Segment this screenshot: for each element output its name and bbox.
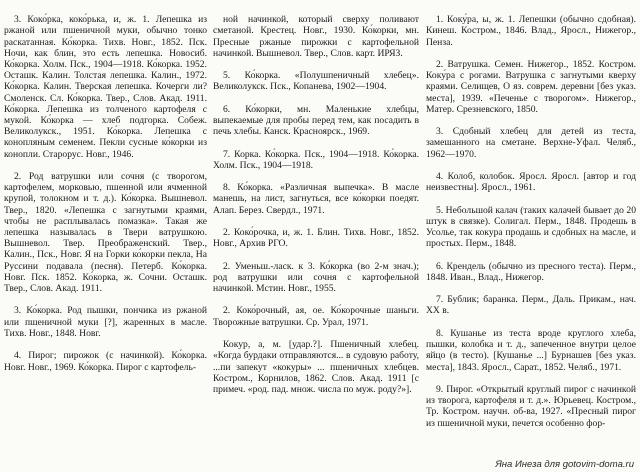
watermark: Яна Инеза для gotovim-doma.ru <box>495 459 634 470</box>
entry-paragraph: 1. Коку́ра, ы, ж. 1. Лепешки (обычно сдобная). Кинеш. Костром., 1846. Влад., Яросл., Нижегор., Пенза. <box>426 14 636 48</box>
entry-paragraph: 2. Ватрушка. Семен. Нижегор., 1852. Костром. Коку́ра с рогами. Ватрушка с загнутыми кверху краями. Селищев, О яз. соврем. деревни [без указ. места], 1939. «Печенье с творогом». Нижегор., Матер. Срезневского, 1850. <box>426 59 636 115</box>
entry-paragraph: 4. Колоб, колобок. Яросл. Яросл. [автор и год неизвестны]. Яросл., 1961. <box>426 171 636 194</box>
column-1 <box>4 3 207 384</box>
entry-paragraph: 5. Ко́корка. «Полушпеничный хлебец». Великолукск. Пск., Копанева, 1902—1904. <box>213 70 419 93</box>
column-3 <box>426 3 636 440</box>
entry-paragraph: 2. Уменьш.-ласк. к 3. Ко́корка (во 2-м знач.); род ватрушки или сочня с картофельной начинкой. Мстин. Новг., 1955. <box>213 260 419 295</box>
entry-paragraph: 2. Коко́рочный, ая, ое. Ко́корочные шаньги. Творожные ватрушки. Ср. Урал, 1971. <box>213 305 419 328</box>
entry-paragraph: 7. Бублик; баранка. Перм., Даль. Прикам., нач. XX в. <box>426 294 636 317</box>
column-2 <box>213 3 419 406</box>
entry-paragraph: 6. Крендель (обычно из пресного теста). Перм., 1848. Иван., Влад., Нижегор. <box>426 260 636 283</box>
entry-paragraph: 9. Пирог. «Открытый круглый пирог с начинкой из творога, картофеля и т. д.». Юрьевец. Костром., Тр. Костром. научн. об-ва, 1927. «Пресный пирог из пшеничной муки, печется особенно фор- <box>426 383 636 429</box>
entry-paragraph: 4. Пирог; пирожок (с начинкой). Ко́корка. Новг. Новг., 1969. Ко́корка. Пирог с картофель- <box>4 350 207 373</box>
entry-paragraph: 8. Ко́корка. «Различная выпечка». В масле манешь, на лист, загнуться, все ко́корки поедят. Алап. Берез. Свердл., 1971. <box>213 182 419 216</box>
entry-paragraph: Кокур, а, м. [удар.?]. Пшеничный хлебец. «Когда бурдаки отправляются... в судовую работу, ...пи запекут «кокуры» ... пшеничных хлебцев. Костром., Корнилов, 1862. Слов. Акад. 1911 [с примеч. «род. пад. множ. числа по муж. роду?»]. <box>213 339 419 395</box>
entry-paragraph: 2. Коко́рочка, и, ж. 1. Блин. Тихв. Новг., 1852. Новг., Архив РГО. <box>213 227 419 250</box>
entry-paragraph: 3. Коко́рка, коко́рька, и, ж. 1. Лепешка из ржаной или пшеничной муки, обычно тонко раскатанная. Ко́корка. Тихв. Новг., 1852. Пск. Ночи, как блин, это есть лепешка. Новосиб. Ко́корка. Холм. Пск., 1904—1918. Ко́корка. 1952. Осташк. Калин. Толстая лепешка. Калин., 1972. Ко́корка. Калин. Тверская лепешка. Кочерги ли? Смоленск. Сл. Ко́корка. Твер., Слов. Акад. 1911. Ко́корка. Лепешка из толченого картофеля с мукой. Ко́корка — хлеб подгорка. Собеж. Великолукск., 1951. Ко́корка. Лепешка с конопляным семенем. Пекли сусные ко́корки из конопли. Старорус. Новг., 1946. <box>4 14 207 160</box>
entry-paragraph: 3. Ко́корка. Род пышки, пончика из ржаной или пшеничной муки [?], жаренных в масле. Тихв. Новг., 1848. Новг. <box>4 305 207 339</box>
entry-paragraph: 5. Небольшой калач (таких калачей бывает до 20 штук в связке). Солигал. Перм., 1848. Продешь в Усолье, так кокура продашь и сдобных на масле, и простых. Перм., 1848. <box>426 204 636 250</box>
entry-paragraph: 3. Сдобный хлебец для детей из теста, замешанного на сметане. Верхне-Уфал. Челяб., 1962—1970. <box>426 126 636 160</box>
entry-paragraph: ной начинкой, который сверху поливают сметаной. Крестец. Новг., 1930. Ко́корки, мн. Пресные ржаные пирожки с картофельной начинкой. Вышневол. Твер., Слов. карт. ИРЯЗ. <box>213 14 419 59</box>
entry-paragraph: 2. Род ватрушки или сочня (с творогом, картофелем, морковью, пшенной или ячменной крупой, толокном и т. д.). Ко́корка. Вышневол. Твер., 1820. «Лепешка с загнутыми краями, чтобы не расплывалась помазка». Такая же лепешка называлась в Твери ватрушкою. Вышневол. Твер. Преображенский. Твер., Калин., Пск., Новг. Я на Горки ко́корки пекла, На Руссини подавала (песня). Петерб. Ко́корка. Новг. Пск. 1852. Ко́корка, ж. Сочни. Осташк. Твер., Слов. Акад. 1911. <box>4 171 207 295</box>
entry-paragraph: 8. Кушанье из теста вроде круглого хлеба, пышки, колобка и т. д., запеченное внутри целое яйцо (в тесто). [Кушанье ...] Бурнашев [без указ. места], 1843. Яросл., Сарат., 1852. Челяб., 1971. <box>426 327 636 373</box>
entry-paragraph: 6. Ко́корки, мн. Маленькие хлебцы, выпекаемые для пробы перед тем, как посадить в печь хлебы. Канск. Красноярск., 1969. <box>213 103 419 138</box>
entry-paragraph: 7. Корка. Ко́корка. Пск., 1904—1918. Ко́корка. Холм. Пск., 1904—1918. <box>213 148 419 171</box>
